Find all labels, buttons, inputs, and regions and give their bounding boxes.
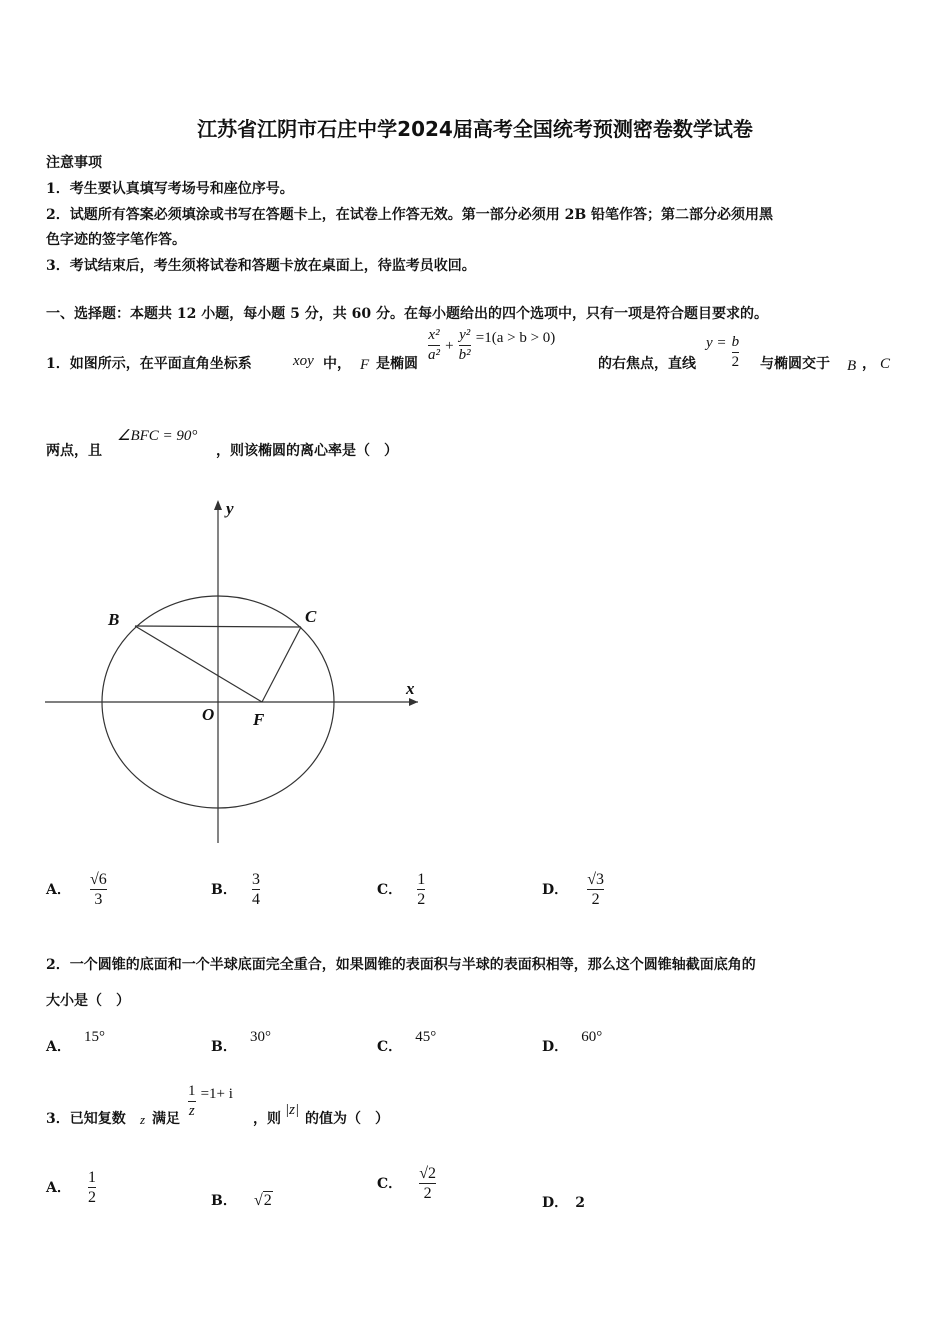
q2-option-b[interactable]: B． 30°: [211, 1029, 271, 1055]
q3-option-d[interactable]: D． 2: [542, 1195, 585, 1211]
q3-text-1: 3．已知复数: [46, 1111, 126, 1127]
q3-text-3: ，则: [253, 1111, 281, 1127]
q1-C: C: [880, 356, 891, 372]
label-C: C: [305, 607, 317, 626]
q1-B: B: [847, 358, 857, 374]
q3-text-2: 满足: [152, 1111, 180, 1127]
q3-abs-z: |z|: [285, 1102, 300, 1118]
x-arrow-icon: [409, 698, 418, 706]
label-y: y: [226, 499, 234, 518]
q1-option-c[interactable]: C． $\frac{1}{2}$: [377, 871, 426, 908]
q1-text-6: 两点，且: [46, 443, 102, 459]
q2-option-c[interactable]: C． 45°: [377, 1029, 437, 1055]
label-O: O: [202, 705, 215, 724]
q3-option-b[interactable]: B． √2: [211, 1192, 272, 1209]
q2-text-1: 2．一个圆锥的底面和一个半球底面完全重合，如果圆锥的表面积与半球的表面积相等，那么这个圆锥轴截面底角的: [46, 957, 756, 973]
line-equation: y = $\frac{b}{2}$: [706, 334, 740, 370]
label-x: x: [406, 679, 415, 698]
q3-text-4: 的值为（ ）: [305, 1111, 389, 1127]
q3-equation: $\frac{1}{z}$ =1+ i: [188, 1083, 233, 1119]
q2-option-d[interactable]: D． 60°: [542, 1029, 603, 1055]
q1-xoy: xoy: [293, 353, 314, 369]
q1-option-a[interactable]: A． $\frac{√6}{3}$: [46, 871, 107, 908]
q2-text-2: 大小是（ ）: [46, 993, 130, 1009]
q1-text-4: 的右焦点，直线: [598, 356, 696, 372]
q1-text-5: 与椭圆交于: [760, 356, 830, 372]
q1-text-3: 是椭圆: [376, 356, 418, 372]
segment-BC: [135, 626, 301, 627]
segment-BF: [135, 626, 262, 702]
q2-option-a[interactable]: A． 15°: [46, 1029, 105, 1055]
q1-F: F: [360, 357, 370, 373]
q1-text-1: 1．如图所示，在平面直角坐标系: [46, 356, 252, 372]
q1-option-d[interactable]: D． $\frac{√3}{2}$: [542, 871, 605, 908]
notice-heading: 注意事项: [46, 155, 102, 171]
q1-angle: ∠BFC = 90°: [117, 428, 198, 444]
ellipse-figure: [40, 490, 430, 850]
notice-item-3: 3．考试结束后，考生须将试卷和答题卡放在桌面上，待监考员收回。: [46, 258, 476, 274]
label-B: B: [108, 610, 120, 629]
segment-CF: [262, 627, 301, 702]
q1-option-b[interactable]: B． $\frac{3}{4}$: [211, 871, 260, 908]
label-F: F: [253, 710, 265, 729]
q1-text-2: 中，: [323, 356, 351, 372]
notice-item-2: 2．试题所有答案必须填涂或书写在答题卡上，在试卷上作答无效。第一部分必须用 2B 铅笔作答；第二部分必须用黑: [46, 207, 774, 223]
section-heading: 一、选择题：本题共 12 小题，每小题 5 分，共 60 分。在每小题给出的四个选项中，只有一项是符合题目要求的。: [46, 306, 768, 322]
q3-option-c[interactable]: C． $\frac{√2}{2}$: [377, 1165, 437, 1202]
page-title: 江苏省江阴市石庄中学2024届高考全国统考预测密卷数学试卷: [197, 117, 753, 141]
q3-z: z: [140, 1112, 146, 1127]
notice-item-1: 1．考生要认真填写考场号和座位序号。: [46, 181, 294, 197]
notice-item-2-cont: 色字迹的签字笔作答。: [46, 232, 186, 248]
q1-comma: ，: [862, 356, 876, 372]
q3-option-a[interactable]: A． $\frac{1}{2}$: [46, 1169, 96, 1206]
y-arrow-icon: [214, 500, 222, 510]
q1-text-7: ，则该椭圆的离心率是（ ）: [216, 443, 398, 459]
ellipse-equation: $\frac{\text{x²}}{\text{a²}}$ + $\frac{\text{y²}}{\text{b²}}$ =1(a > b > 0): [428, 327, 556, 363]
